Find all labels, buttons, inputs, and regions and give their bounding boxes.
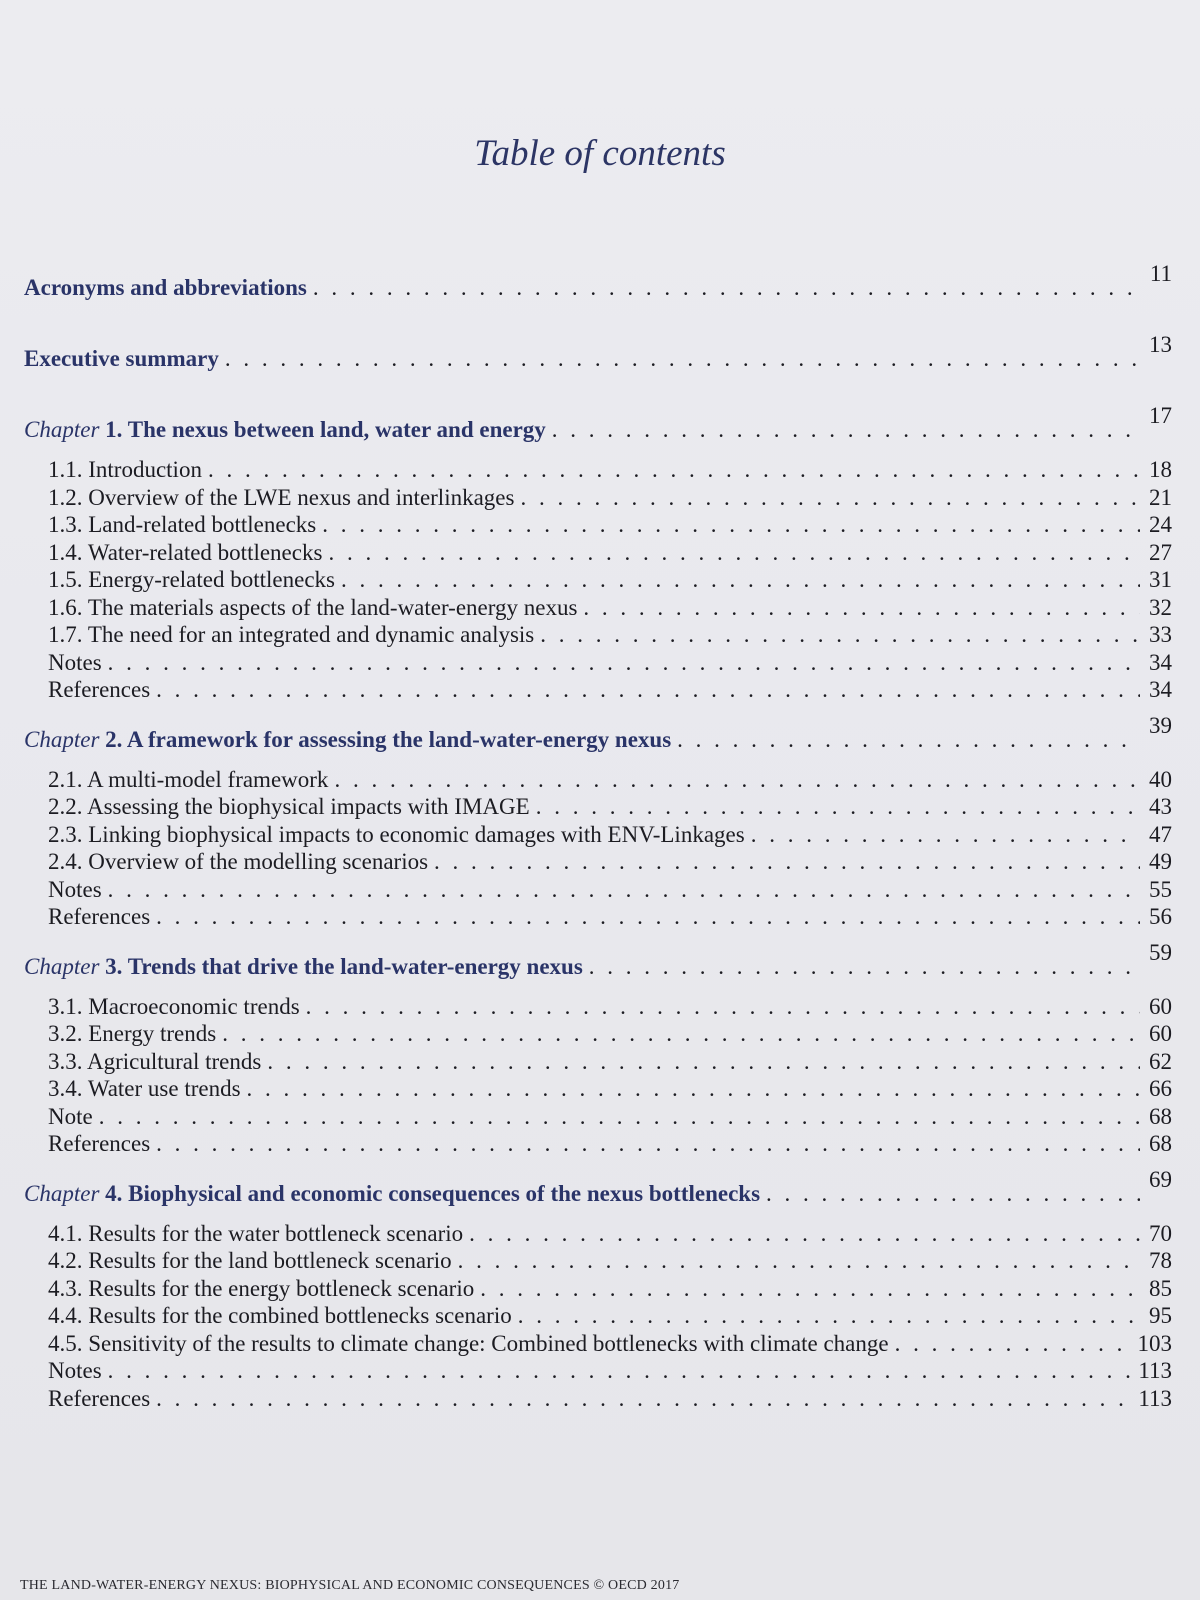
- toc-page-number: 113: [1138, 1358, 1172, 1383]
- dot-leader: [518, 1303, 1140, 1329]
- dot-leader: [156, 904, 1140, 930]
- toc-section-entry[interactable]: [24, 1049, 1172, 1077]
- toc-section-entry[interactable]: [24, 904, 1172, 932]
- toc-page-number: 55: [1149, 876, 1172, 902]
- toc-section-entry[interactable]: [24, 457, 1172, 485]
- toc-entry-label: References: [48, 677, 151, 702]
- toc-entry-acronyms[interactable]: [24, 261, 1172, 311]
- toc-entry-label: Note: [48, 1103, 93, 1129]
- toc-entry-label: 3.2. Energy trends: [48, 1021, 217, 1046]
- dot-leader: [552, 417, 1140, 443]
- dot-leader: [247, 1076, 1140, 1102]
- dot-leader: [225, 346, 1140, 372]
- toc-entry-label: References: [48, 1131, 151, 1156]
- toc-section-entry[interactable]: [24, 1131, 1172, 1159]
- toc-entry-label: 2.2. Assessing the biophysical impacts with IMAGE: [48, 794, 530, 819]
- dot-leader: [108, 1358, 1135, 1384]
- toc-page-number: 85: [1149, 1275, 1172, 1301]
- page-footer: THE LAND-WATER-ENERGY NEXUS: BIOPHYSICAL AND ECONOMIC CONSEQUENCES © OECD 2017: [20, 1578, 680, 1593]
- toc-page-number: 34: [1149, 649, 1172, 675]
- chapter-title: 2. A framework for assessing the land-water-energy nexus: [99, 726, 672, 752]
- toc-entry-label: 2.4. Overview of the modelling scenarios: [48, 849, 429, 874]
- toc-entry-label: Executive summary: [24, 346, 219, 371]
- toc-page-number: 47: [1149, 821, 1172, 847]
- toc-page-number: 33: [1149, 622, 1172, 647]
- toc-chapter-label: [24, 727, 671, 753]
- toc-page-number: 103: [1137, 1330, 1172, 1356]
- toc-entry-label: 1.1. Introduction: [48, 457, 202, 482]
- toc-entry-label: 1.5. Energy-related bottlenecks: [48, 567, 335, 592]
- toc-section-entry[interactable]: [24, 1303, 1172, 1331]
- toc-section-entry[interactable]: [24, 1331, 1172, 1359]
- toc-page-number: 62: [1149, 1048, 1172, 1074]
- dot-leader: [895, 1331, 1134, 1357]
- toc-page-number: 18: [1149, 457, 1172, 482]
- toc-page-number: 60: [1149, 1021, 1172, 1046]
- toc-entry-label: 4.4. Results for the combined bottlenecks scenario: [48, 1303, 512, 1328]
- toc-page-number: 11: [1149, 261, 1172, 286]
- toc-page-number: 49: [1149, 849, 1172, 874]
- toc-section-entry[interactable]: [24, 622, 1172, 650]
- toc-page-number: 34: [1149, 677, 1172, 702]
- toc-chapter-4[interactable]: [24, 1166, 1172, 1217]
- toc-page-number: 70: [1149, 1220, 1172, 1246]
- toc-page-number: 66: [1149, 1076, 1172, 1101]
- page-title: Table of contents: [474, 133, 726, 174]
- toc-section-entry[interactable]: [24, 567, 1172, 595]
- toc-section-entry[interactable]: [24, 1076, 1172, 1104]
- toc-section-entry[interactable]: [24, 849, 1172, 877]
- chapter-word: Chapter: [24, 726, 100, 752]
- dot-leader: [328, 540, 1140, 566]
- toc-entry-label: 4.3. Results for the energy bottleneck scenario: [48, 1275, 475, 1301]
- toc-page-number: 31: [1149, 567, 1172, 592]
- toc-page-number: 59: [1149, 939, 1172, 965]
- chapter-title: 4. Biophysical and economic consequences of the nexus bottlenecks: [99, 1180, 761, 1206]
- toc-entry-label: 1.6. The materials aspects of the land-water-energy nexus: [48, 594, 578, 620]
- chapter-word: Chapter: [24, 1180, 100, 1206]
- toc-entry-label: Notes: [48, 649, 102, 675]
- toc-chapter-2[interactable]: [24, 712, 1172, 763]
- chapter-word: Chapter: [24, 953, 100, 979]
- toc-section-entry[interactable]: [24, 1021, 1172, 1049]
- toc-section-entry[interactable]: [24, 1386, 1172, 1414]
- toc-entry-executive-summary[interactable]: [24, 332, 1172, 382]
- dot-leader: [583, 595, 1140, 621]
- toc-entry-label: 4.2. Results for the land bottleneck scenario: [48, 1248, 452, 1273]
- toc-section-entry[interactable]: [24, 485, 1172, 513]
- dot-leader: [306, 994, 1140, 1020]
- toc-entry-label: 4.1. Results for the water bottleneck scenario: [48, 1220, 464, 1246]
- dot-leader: [222, 1021, 1140, 1047]
- toc-page-number: 113: [1138, 1385, 1172, 1411]
- dot-leader: [156, 677, 1140, 703]
- toc-entry-label: 4.5. Sensitivity of the results to climate change: Combined bottlenecks with climate change: [48, 1330, 889, 1356]
- dot-leader: [536, 794, 1140, 820]
- toc-entry-label: References: [48, 904, 151, 929]
- dot-leader: [434, 849, 1140, 875]
- toc-page-number: 21: [1149, 484, 1172, 510]
- toc-section-entry[interactable]: [24, 1221, 1172, 1249]
- dot-leader: [766, 1181, 1140, 1207]
- toc-page-number: 68: [1149, 1131, 1172, 1156]
- dot-leader: [108, 877, 1140, 903]
- toc-chapter-3[interactable]: [24, 939, 1172, 990]
- dot-leader: [156, 1386, 1134, 1412]
- toc-page-number: 40: [1149, 766, 1172, 792]
- toc-entry-label: Notes: [48, 1358, 102, 1383]
- dot-leader: [520, 485, 1140, 511]
- toc-section-entry[interactable]: [24, 1104, 1172, 1132]
- toc-section-entry[interactable]: [24, 540, 1172, 568]
- chapter-title: 3. Trends that drive the land-water-energy nexus: [99, 953, 583, 979]
- dot-leader: [458, 1248, 1140, 1274]
- toc-page-number: 69: [1149, 1166, 1172, 1192]
- toc-entry-label: References: [48, 1385, 151, 1411]
- toc-page-number: 32: [1149, 594, 1172, 620]
- toc-entry-label: 1.3. Land-related bottlenecks: [48, 512, 317, 537]
- toc-page-number: 95: [1149, 1303, 1172, 1328]
- toc-section-entry[interactable]: [24, 595, 1172, 623]
- dot-leader: [751, 822, 1140, 848]
- toc-page-number: 24: [1149, 512, 1172, 537]
- toc-page-number: 17: [1149, 403, 1172, 428]
- dot-leader: [341, 567, 1140, 593]
- dot-leader: [322, 512, 1140, 538]
- dot-leader: [540, 622, 1140, 648]
- toc-chapter-1[interactable]: [24, 403, 1172, 453]
- toc-section-entry[interactable]: [24, 1248, 1172, 1276]
- dot-leader: [469, 1221, 1140, 1247]
- toc-entry-label: Notes: [48, 876, 102, 902]
- toc-section-entry[interactable]: [24, 512, 1172, 540]
- chapter-word: Chapter: [24, 417, 100, 442]
- toc-page-number: 27: [1149, 539, 1172, 565]
- dot-leader: [267, 1049, 1140, 1075]
- toc-page-number: 60: [1149, 993, 1172, 1019]
- dot-leader: [108, 650, 1140, 676]
- toc-entry-label: Acronyms and abbreviations: [24, 275, 307, 300]
- toc-page-number: 68: [1149, 1103, 1172, 1129]
- toc-page-number: 43: [1149, 794, 1172, 819]
- toc-entry-label: 3.4. Water use trends: [48, 1076, 241, 1101]
- toc-section-entry[interactable]: [24, 650, 1172, 678]
- toc-entry-label: 2.1. A multi-model framework: [48, 766, 329, 792]
- dot-leader: [677, 727, 1140, 753]
- dot-leader: [156, 1131, 1140, 1157]
- toc-section-entry[interactable]: [24, 1358, 1172, 1386]
- toc-page-number: 13: [1149, 332, 1172, 357]
- toc-chapter-label: [24, 417, 546, 443]
- toc-entry-label: 3.3. Agricultural trends: [48, 1048, 262, 1074]
- toc-section-entry[interactable]: [24, 677, 1172, 705]
- toc-section-entry[interactable]: [24, 822, 1172, 850]
- toc-entry-label: 1.2. Overview of the LWE nexus and interlinkages: [48, 484, 515, 510]
- toc-page-number: 39: [1149, 712, 1172, 738]
- dot-leader: [208, 457, 1140, 483]
- table-of-contents: [24, 261, 1172, 1435]
- dot-leader: [313, 275, 1140, 301]
- toc-section-entry[interactable]: [24, 767, 1172, 795]
- chapter-title: 1. The nexus between land, water and energy: [99, 417, 546, 442]
- toc-page-number: 56: [1149, 904, 1172, 929]
- dot-leader: [334, 767, 1140, 793]
- toc-entry-label: 3.1. Macroeconomic trends: [48, 993, 300, 1019]
- toc-section-entry[interactable]: [24, 877, 1172, 905]
- dot-leader: [99, 1104, 1140, 1130]
- toc-page-number: 78: [1149, 1248, 1172, 1273]
- toc-section-entry[interactable]: [24, 994, 1172, 1022]
- toc-chapter-label: [24, 954, 583, 980]
- toc-entry-label: 2.3. Linking biophysical impacts to economic damages with ENV-Linkages: [48, 821, 745, 847]
- dot-leader: [589, 954, 1140, 980]
- dot-leader: [480, 1276, 1140, 1302]
- chapter-list: [24, 403, 1172, 1435]
- toc-section-entry[interactable]: [24, 794, 1172, 822]
- toc-section-entry[interactable]: [24, 1276, 1172, 1304]
- toc-entry-label: 1.7. The need for an integrated and dynamic analysis: [48, 622, 535, 647]
- toc-entry-label: 1.4. Water-related bottlenecks: [48, 539, 323, 565]
- toc-chapter-label: [24, 1181, 760, 1207]
